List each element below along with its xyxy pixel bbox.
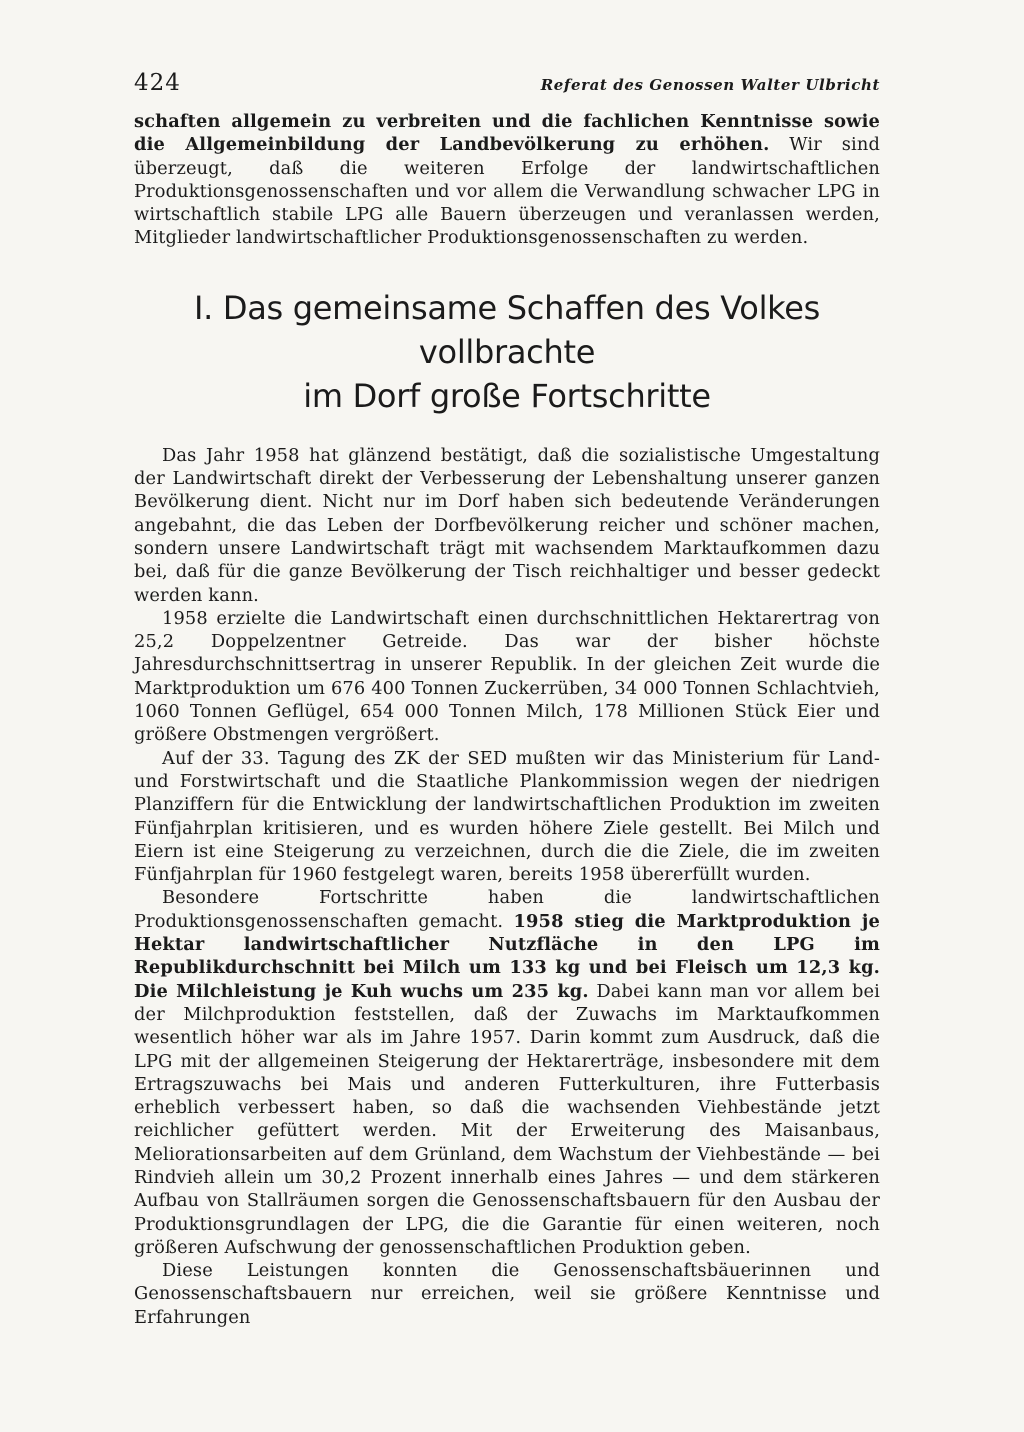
paragraph-5: Diese Leistungen konnten die Genossenschaftsbäuerinnen und Genossenschaftsbauern nur erreichen, weil sie größere Kenntnisse und Erfahrungen bbox=[134, 1260, 880, 1328]
chapter-heading bbox=[134, 286, 880, 418]
paragraph-4 bbox=[134, 886, 880, 1259]
body-text bbox=[134, 110, 880, 1329]
paragraph-4-start: Besondere Fortschritte haben die landwirtschaftlichen Produktionsgenossenschaften gemacht. bbox=[134, 887, 880, 932]
page-number: 424 bbox=[134, 70, 181, 96]
intro-paragraph bbox=[134, 110, 880, 250]
chapter-heading-line-1: I. Das gemeinsame Schaffen des Volkes vollbrachte bbox=[193, 288, 821, 371]
running-header bbox=[134, 70, 880, 110]
intro-bold-text: schaften allgemein zu verbreiten und die fachlichen Kenntnisse sowie die Allgemeinbildung der Landbevölkerung zu erhöhen. bbox=[134, 111, 880, 156]
paragraph-3: Auf der 33. Tagung des ZK der SED mußten wir das Ministerium für Land- und Forstwirtschaft und die Staatliche Plankommission wegen der niedrigen Planziffern für die Entwicklung der landwirtschaftlichen Produktion im zweiten Fünfjahrplan kritisieren, und es wurden höhere Ziele gestellt. Bei Milch und Eiern ist eine Steigerung zu verzeichnen, durch die die Ziele, die im zweiten Fünfjahrplan für 1960 festgelegt waren, bereits 1958 übererfüllt wurden. bbox=[134, 747, 880, 886]
intro-text: Wir sind überzeugt, daß die weiteren Erfolge der landwirtschaftlichen Produktionsgenossenschaften und vor allem die Verwandlung schwacher LPG in wirtschaftlich stabile LPG alle Bauern überzeugen und veranlassen werden, Mitglieder landwirtschaftlicher Produktionsgenossenschaften zu werden. bbox=[134, 134, 880, 249]
paragraph-1: Das Jahr 1958 hat glänzend bestätigt, daß die sozialistische Umgestaltung der Landwirtschaft direkt der Verbesserung der Lebenshaltung unserer ganzen Bevölkerung dient. Nicht nur im Dorf haben sich bedeutende Veränderungen angebahnt, die das Leben der Dorfbevölkerung reicher und schöner machen, sondern unsere Landwirtschaft trägt mit wachsendem Marktaufkommen dazu bei, daß für die ganze Bevölkerung der Tisch reichhaltiger und besser gedeckt werden kann. bbox=[134, 444, 880, 606]
document-page bbox=[134, 70, 880, 1329]
paragraph-2: 1958 erzielte die Landwirtschaft einen durchschnittlichen Hektarertrag von 25,2 Doppelzentner Getreide. Das war der bisher höchste Jahresdurchschnittsertrag in unserer Republik. In der gleichen Zeit wurde die Marktproduktion um 676 400 Tonnen Zuckerrüben, 34 000 Tonnen Schlachtvieh, 1060 Tonnen Geflügel, 654 000 Tonnen Milch, 178 Millionen Stück Eier und größere Obstmengen vergrößert. bbox=[134, 607, 880, 746]
running-title: Referat des Genossen Walter Ulbricht bbox=[540, 76, 880, 94]
chapter-heading-line-2: im Dorf große Fortschritte bbox=[303, 376, 711, 415]
paragraph-4-end: Dabei kann man vor allem bei der Milchproduktion feststellen, daß der Zuwachs im Marktaufkommen wesentlich höher war als im Jahre 1957. Darin kommt zum Ausdruck, daß die LPG mit der allgemeinen Steigerung der Hektarerträge, insbesondere mit dem Ertragszuwachs bei Mais und anderen Futterkulturen, ihre Futterbasis erheblich verbessert haben, so daß die wachsenden Viehbestände jetzt reichlicher gefüttert werden. Mit der Erweiterung des Maisanbaus, Meliorationsarbeiten auf dem Grünland, dem Wachstum der Viehbestände — bei Rindvieh allein um 30,2 Prozent innerhalb eines Jahres — und dem stärkeren Aufbau von Stallräumen sorgen die Genossenschaftsbauern für den Ausbau der Produktionsgrundlagen der LPG, die die Garantie für einen weiteren, noch größeren Aufschwung der genossenschaftlichen Produktion geben. bbox=[134, 980, 880, 1258]
paragraph-4-bold: 1958 stieg die Marktproduktion je Hektar landwirtschaftlicher Nutzfläche in den LPG im Republikdurchschnitt bei Milch um 133 kg und bei Fleisch um 12,3 kg. Die Milchleistung je Kuh wuchs um 235 kg. bbox=[134, 910, 880, 1002]
